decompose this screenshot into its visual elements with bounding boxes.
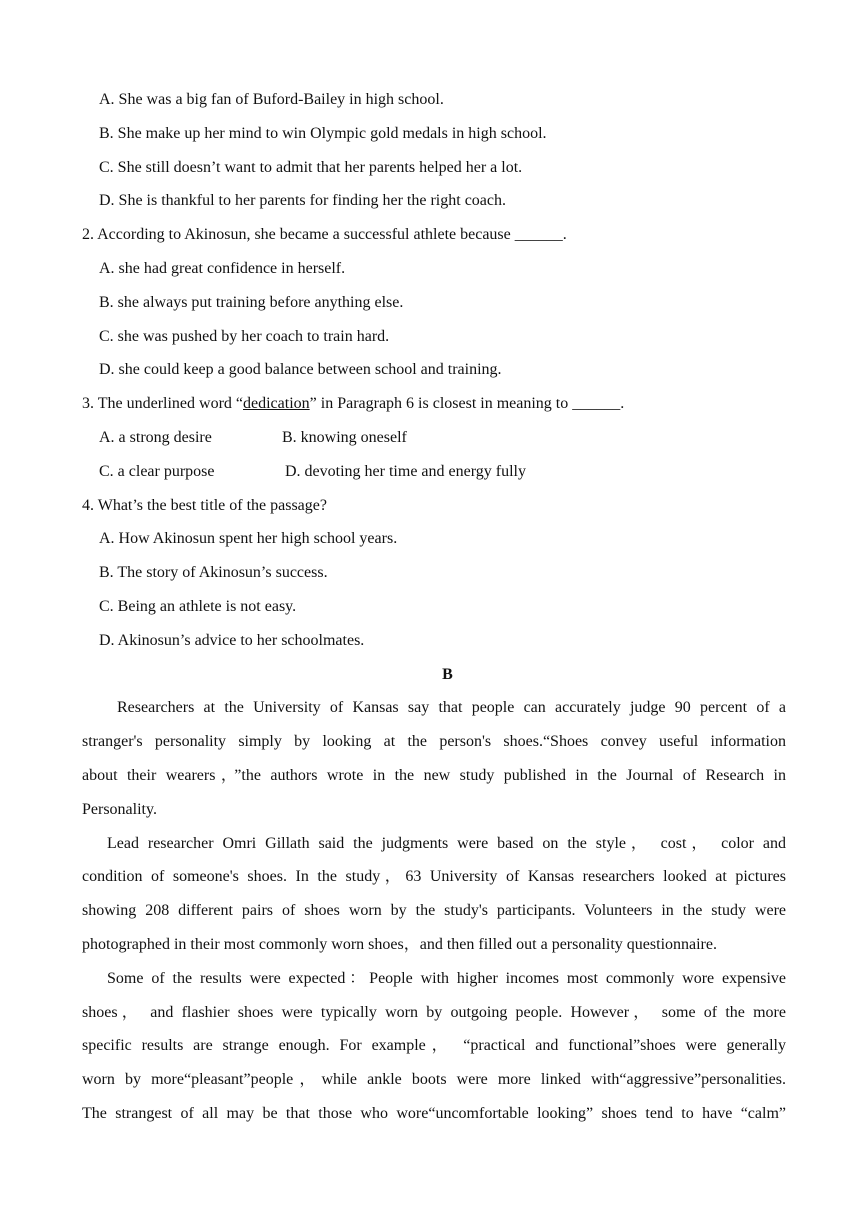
q1-option-d: D. She is thankful to her parents for finding her the right coach. (99, 192, 506, 209)
paragraph-1-line: about their wearers，”the authors wrote in the new study published in the Journal of Research in (82, 767, 786, 784)
q4-option-b: B. The story of Akinosun’s success. (99, 564, 328, 581)
paragraph-3-line: worn by more“pleasant”people，while ankle boots were more linked with“aggressive”personalities. (82, 1071, 786, 1088)
paragraph-1-line: Personality. (82, 801, 157, 818)
q4-option-c: C. Being an athlete is not easy. (99, 598, 297, 615)
q4-option-a: A. How Akinosun spent her high school years. (99, 530, 398, 547)
q3-option-c: C. a clear purpose (99, 463, 215, 480)
paragraph-2-line: showing 208 different pairs of shoes worn by the study's participants. Volunteers in the study were (82, 902, 786, 919)
q3-stem: 3. The underlined word “dedication” in Paragraph 6 is closest in meaning to ______. (82, 395, 625, 412)
paragraph-2-line: Lead researcher Omri Gillath said the judgments were based on the style， cost， color and (107, 835, 786, 852)
q3-option-b: B. knowing oneself (282, 429, 407, 446)
q3-option-d: D. devoting her time and energy fully (285, 463, 526, 480)
underlined-word: dedication (243, 395, 310, 412)
paragraph-3-line: specific results are strange enough. For example， “practical and functional”shoes were generally (82, 1037, 786, 1054)
paragraph-3-line: shoes， and flashier shoes were typically worn by outgoing people. However， some of the more (82, 1004, 786, 1021)
paragraph-1-line: stranger's personality simply by looking at the person's shoes.“Shoes convey useful information (82, 733, 786, 750)
q4-stem: 4. What’s the best title of the passage? (82, 497, 327, 514)
q2-stem: 2. According to Akinosun, she became a successful athlete because ______. (82, 226, 567, 243)
q3-option-a: A. a strong desire (99, 429, 212, 446)
paragraph-3-line: The strangest of all may be that those who wore“uncomfortable looking” shoes tend to have “calm” (82, 1105, 786, 1122)
paragraph-3-line: Some of the results were expected：People with higher incomes most commonly wore expensive (107, 970, 786, 987)
paragraph-2-line: photographed in their most commonly worn shoes，and then filled out a personality questionnaire. (82, 936, 717, 953)
q4-option-d: D. Akinosun’s advice to her schoolmates. (99, 632, 365, 649)
q2-option-a: A. she had great confidence in herself. (99, 260, 346, 277)
q1-option-c: C. She still doesn’t want to admit that her parents helped her a lot. (99, 159, 523, 176)
section-heading: B (442, 666, 453, 683)
paragraph-1-line: Researchers at the University of Kansas say that people can accurately judge 90 percent of a (117, 699, 786, 716)
q1-option-b: B. She make up her mind to win Olympic gold medals in high school. (99, 125, 547, 142)
paragraph-2-line: condition of someone's shoes. In the study，63 University of Kansas researchers looked at pictures (82, 868, 786, 885)
q2-option-d: D. she could keep a good balance between school and training. (99, 361, 502, 378)
q1-option-a: A. She was a big fan of Buford-Bailey in high school. (99, 91, 444, 108)
q2-option-b: B. she always put training before anything else. (99, 294, 404, 311)
q2-option-c: C. she was pushed by her coach to train hard. (99, 328, 390, 345)
